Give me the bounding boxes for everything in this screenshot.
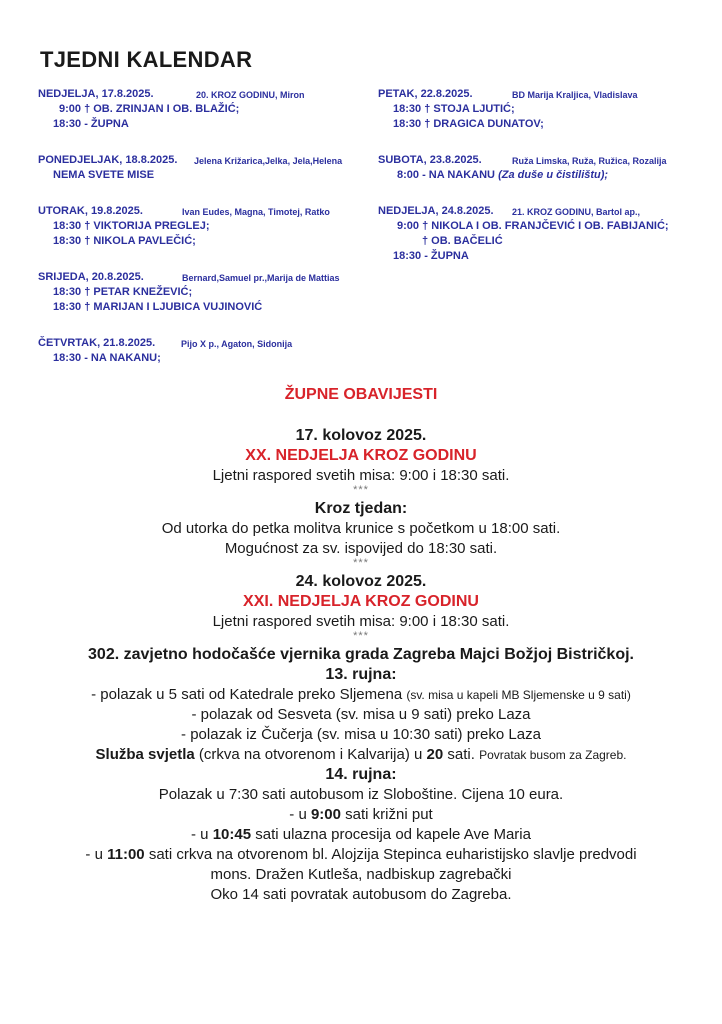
calendar-day: [378, 204, 698, 264]
day-heading: NEDJELJA, 17.8.2025.: [38, 88, 154, 100]
service-text: sati.: [443, 746, 480, 763]
mass-entry: 18:30 - ŽUPNA: [53, 118, 129, 130]
day-heading: SUBOTA, 23.8.2025.: [378, 154, 482, 166]
page-title: TJEDNI KALENDAR: [40, 47, 253, 72]
mass-entry: 9:00 † OB. ZRINJAN I OB. BLAŽIĆ;: [59, 103, 240, 115]
sept14-text: - u: [191, 826, 213, 843]
sept14-line: Oko 14 sati povratak autobusom do Zagreba.: [210, 886, 512, 903]
mass-note: (Za duše u čistilištu);: [498, 169, 609, 181]
notice-sunday: XX. NEDJELJA KROZ GODINU: [245, 447, 477, 464]
service-title: Služba svjetla: [95, 746, 195, 763]
week-line: Mogućnost za sv. ispovijed do 18:30 sati.: [224, 540, 498, 557]
day-heading: SRIJEDA, 20.8.2025.: [38, 271, 144, 283]
parish-notices: [0, 386, 722, 905]
sept14-line: [0, 825, 722, 845]
day-heading: PONEDJELJAK, 18.8.2025.: [38, 154, 178, 166]
calendar-day: [38, 336, 368, 366]
week-title: Kroz tjedan:: [314, 500, 408, 517]
separator: ***: [353, 630, 369, 642]
sept14-text: - u: [85, 846, 108, 863]
sept14-text: sati ulazna procesija od kapele Ave Maria: [251, 826, 531, 843]
calendar-day: [38, 204, 368, 249]
separator: ***: [353, 484, 369, 496]
sept14-time: 11:00: [107, 846, 145, 863]
day-saints: Ivan Eudes, Magna, Timotej, Ratko: [182, 207, 330, 217]
sept14-text: - u: [289, 806, 311, 823]
mass-entry: 18:30 † VIKTORIJA PREGLEJ;: [53, 220, 210, 232]
day-heading: NEDJELJA, 24.8.2025.: [378, 205, 494, 217]
calendar-day: [378, 87, 698, 132]
day-heading: PETAK, 22.8.2025.: [378, 88, 473, 100]
calendar-day: [38, 153, 368, 183]
sept14-text: sati križni put: [341, 806, 433, 823]
service-text: (crkva na otvorenom i Kalvarija) u: [194, 746, 427, 763]
mass-entry: 18:30 † STOJA LJUTIĆ;: [393, 103, 515, 115]
day-saints: Bernard,Samuel pr.,Marija de Mattias: [182, 273, 340, 283]
sept14-line: [0, 805, 722, 825]
sept14-line: [0, 845, 722, 865]
mass-entry: 18:30 † DRAGICA DUNATOV;: [393, 118, 544, 130]
mass-entry: 18:30 - NA NAKANU;: [53, 352, 161, 364]
notice-schedule: Ljetni raspored svetih misa: 9:00 i 18:30 sati.: [212, 613, 510, 630]
sept14-time: 9:00: [310, 806, 341, 823]
sept13-title: 13. rujna:: [325, 666, 397, 683]
calendar-day: [38, 270, 368, 315]
sept14-line: mons. Dražen Kutleša, nadbiskup zagrebački: [210, 866, 512, 883]
service-line: [0, 745, 722, 765]
sept14-time: 10:45: [212, 826, 252, 843]
notice-date: 24. kolovoz 2025.: [295, 573, 427, 590]
sept13-line: - polazak od Sesveta (sv. misa u 9 sati) preko Laza: [191, 706, 531, 723]
notice-schedule: Ljetni raspored svetih misa: 9:00 i 18:30 sati.: [212, 467, 510, 484]
sept13-note: (sv. misa u kapeli MB Sljemenske u 9 sati): [406, 688, 631, 702]
mass-entry: 18:30 - ŽUPNA: [393, 250, 469, 262]
mass-entry: 18:30 † PETAR KNEŽEVIĆ;: [53, 286, 193, 298]
mass-entry: NEMA SVETE MISE: [53, 169, 155, 181]
calendar-day: [378, 153, 698, 183]
pilgrimage-title: 302. zavjetno hodočašće vjernika grada Zagreba Majci Božjoj Bistričkoj.: [88, 646, 634, 663]
mass-entry: 18:30 † NIKOLA PAVLEČIĆ;: [53, 235, 196, 247]
day-saints: Pijo X p., Agaton, Sidonija: [181, 339, 293, 349]
sept14-title: 14. rujna:: [325, 766, 397, 783]
day-heading: ČETVRTAK, 21.8.2025.: [38, 337, 156, 349]
day-heading: UTORAK, 19.8.2025.: [38, 205, 143, 217]
notices-title: ŽUPNE OBAVIJESTI: [284, 386, 438, 403]
service-return: Povratak busom za Zagreb.: [479, 748, 627, 762]
sept13-line: [0, 685, 722, 705]
notice-sunday: XXI. NEDJELJA KROZ GODINU: [243, 593, 479, 610]
calendar-right-column: [378, 87, 698, 285]
mass-entry: 18:30 † MARIJAN I LJUBICA VUJINOVIĆ: [53, 301, 263, 313]
separator: ***: [353, 557, 369, 569]
week-line: Od utorka do petka molitva krunice s početkom u 18:00 sati.: [161, 520, 561, 537]
sept14-text: sati crkva na otvorenom bl. Alojzija Stepinca euharistijsko slavlje predvodi: [144, 846, 637, 863]
day-saints: Ruža Limska, Ruža, Ružica, Rozalija: [512, 156, 667, 166]
notice-date: 17. kolovoz 2025.: [295, 427, 427, 444]
day-saints: 21. KROZ GODINU, Bartol ap.,: [512, 207, 641, 217]
sept14-line: Polazak u 7:30 sati autobusom iz Sloboštine. Cijena 10 eura.: [158, 786, 564, 803]
mass-entry: 9:00 † NIKOLA I OB. FRANJČEVIĆ I OB. FABIJANIĆ;: [397, 220, 669, 232]
day-saints: 20. KROZ GODINU, Miron: [196, 90, 305, 100]
calendar-day: [38, 87, 368, 132]
day-saints: BD Marija Kraljica, Vladislava: [512, 90, 638, 100]
sept13-text: - polazak u 5 sati od Katedrale preko Sljemena: [91, 686, 403, 703]
mass-entry: † OB. BAČELIĆ: [422, 235, 503, 247]
mass-entry: 8:00 - NA NAKANU: [397, 169, 495, 181]
service-hour: 20: [426, 746, 444, 763]
sept13-line: - polazak iz Čučerja (sv. misa u 10:30 sati) preko Laza: [181, 726, 541, 743]
day-saints: Jelena Križarica,Jelka, Jela,Helena: [194, 156, 343, 166]
calendar-left-column: [38, 87, 368, 387]
